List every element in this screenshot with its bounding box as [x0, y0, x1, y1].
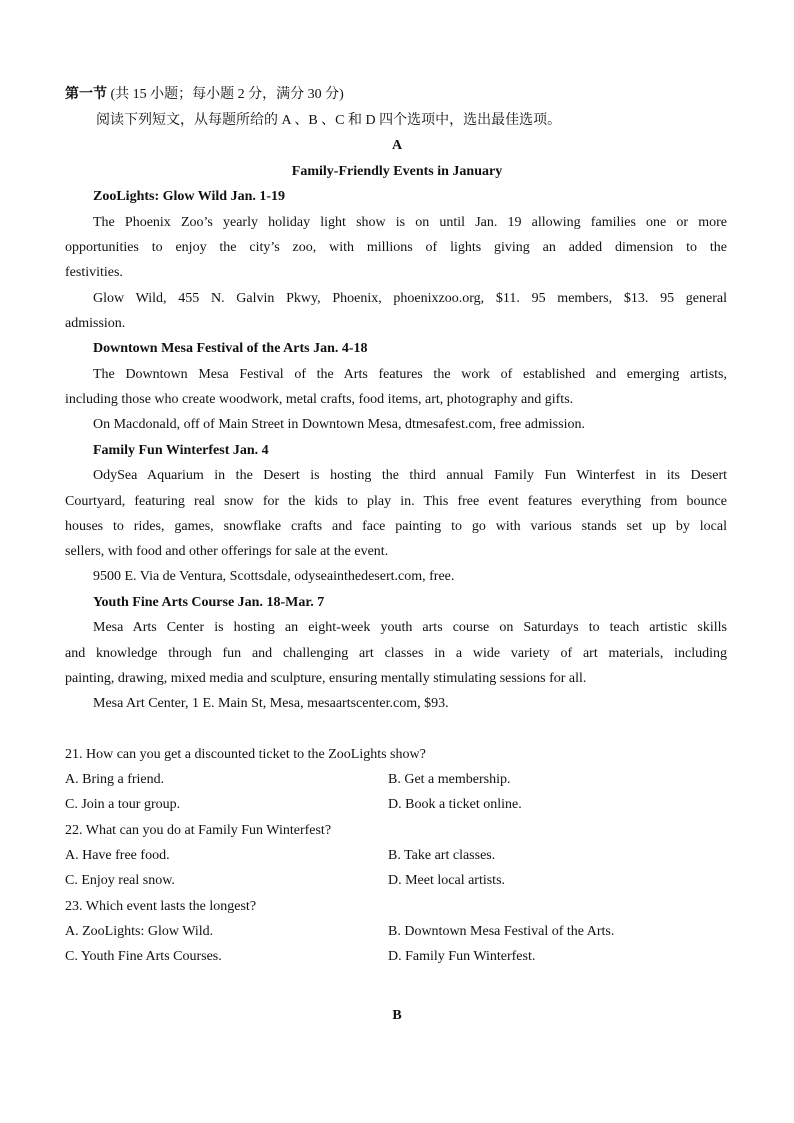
question-stem: 22. What can you do at Family Fun Winterfest?: [65, 823, 332, 838]
event-info-line: Mesa Art Center, 1 E. Main St, Mesa, mesaartscenter.com, $93.: [93, 696, 449, 711]
event-heading: Youth Fine Arts Course Jan. 18-Mar. 7: [93, 595, 325, 610]
question-stem: 23. Which event lasts the longest?: [65, 899, 257, 914]
event-info-line: Glow Wild, 455 N. Galvin Pkwy, Phoenix, phoenixzoo.org, $11. 95 members, $13. 95 general: [93, 291, 727, 306]
event-text-line: houses to rides, games, snowflake crafts and face painting to go with various stands set up by local: [65, 519, 727, 534]
answer-option[interactable]: B. Get a membership.: [388, 772, 511, 787]
event-heading: ZooLights: Glow Wild Jan. 1-19: [93, 189, 286, 204]
event-text-line: painting, drawing, mixed media and sculpture, ensuring mentally stimulating sessions for all.: [65, 671, 587, 686]
answer-option[interactable]: D. Meet local artists.: [388, 873, 506, 888]
answer-option[interactable]: C. Join a tour group.: [65, 797, 181, 812]
event-text-line: Mesa Arts Center is hosting an eight-week youth arts course on Saturdays to teach artistic skills: [93, 620, 727, 635]
section-rule: (共 15 小题；每小题 2 分，满分 30 分): [110, 87, 344, 102]
answer-option[interactable]: C. Enjoy real snow.: [65, 873, 175, 888]
event-text-line: opportunities to enjoy the city’s zoo, with millions of lights giving an added dimension to the: [65, 240, 727, 255]
event-text-line: OdySea Aquarium in the Desert is hosting the third annual Family Fun Winterfest in its Desert: [93, 468, 727, 483]
event-heading: Family Fun Winterfest Jan. 4: [93, 443, 269, 458]
event-text-line: The Downtown Mesa Festival of the Arts features the work of established and emerging artists,: [93, 367, 727, 382]
answer-option[interactable]: B. Take art classes.: [388, 848, 496, 863]
answer-option[interactable]: C. Youth Fine Arts Courses.: [65, 949, 222, 964]
answer-option[interactable]: A. ZooLights: Glow Wild.: [65, 924, 214, 939]
event-text-line: Courtyard, featuring real snow for the kids to play in. This free event features everything from bounce: [65, 494, 727, 509]
event-text-line: sellers, with food and other offerings for sale at the event.: [65, 544, 389, 559]
event-text-line: including those who create woodwork, metal crafts, food items, art, photography and gifts.: [65, 392, 574, 407]
section-header: [65, 86, 344, 104]
event-text-line: and knowledge through fun and challenging art classes in a wide variety of art materials, including: [65, 646, 727, 661]
question-stem: 21. How can you get a discounted ticket to the ZooLights show?: [65, 747, 426, 762]
event-text-line: The Phoenix Zoo’s yearly holiday light show is on until Jan. 19 allowing families one or more: [93, 215, 727, 230]
event-text-line: festivities.: [65, 265, 123, 280]
passage-b-label: B: [392, 1008, 402, 1023]
event-info-line: On Macdonald, off of Main Street in Downtown Mesa, dtmesafest.com, free admission.: [93, 417, 585, 432]
answer-option[interactable]: A. Have free food.: [65, 848, 170, 863]
passage-a-title: Family-Friendly Events in January: [291, 164, 503, 179]
answer-option[interactable]: B. Downtown Mesa Festival of the Arts.: [388, 924, 615, 939]
answer-option[interactable]: D. Book a ticket online.: [388, 797, 522, 812]
section-instruction: 阅读下列短文，从每题所给的 A 、B 、C 和 D 四个选项中，选出最佳选项。: [96, 113, 562, 128]
event-info-line: 9500 E. Via de Ventura, Scottsdale, odyseainthedesert.com, free.: [93, 569, 455, 584]
answer-option[interactable]: D. Family Fun Winterfest.: [388, 949, 536, 964]
section-title: 第一节: [65, 87, 107, 102]
event-heading: Downtown Mesa Festival of the Arts Jan. 4-18: [93, 341, 368, 356]
event-info-line: admission.: [65, 316, 126, 331]
passage-a-label: A: [391, 138, 403, 153]
answer-option[interactable]: A. Bring a friend.: [65, 772, 165, 787]
